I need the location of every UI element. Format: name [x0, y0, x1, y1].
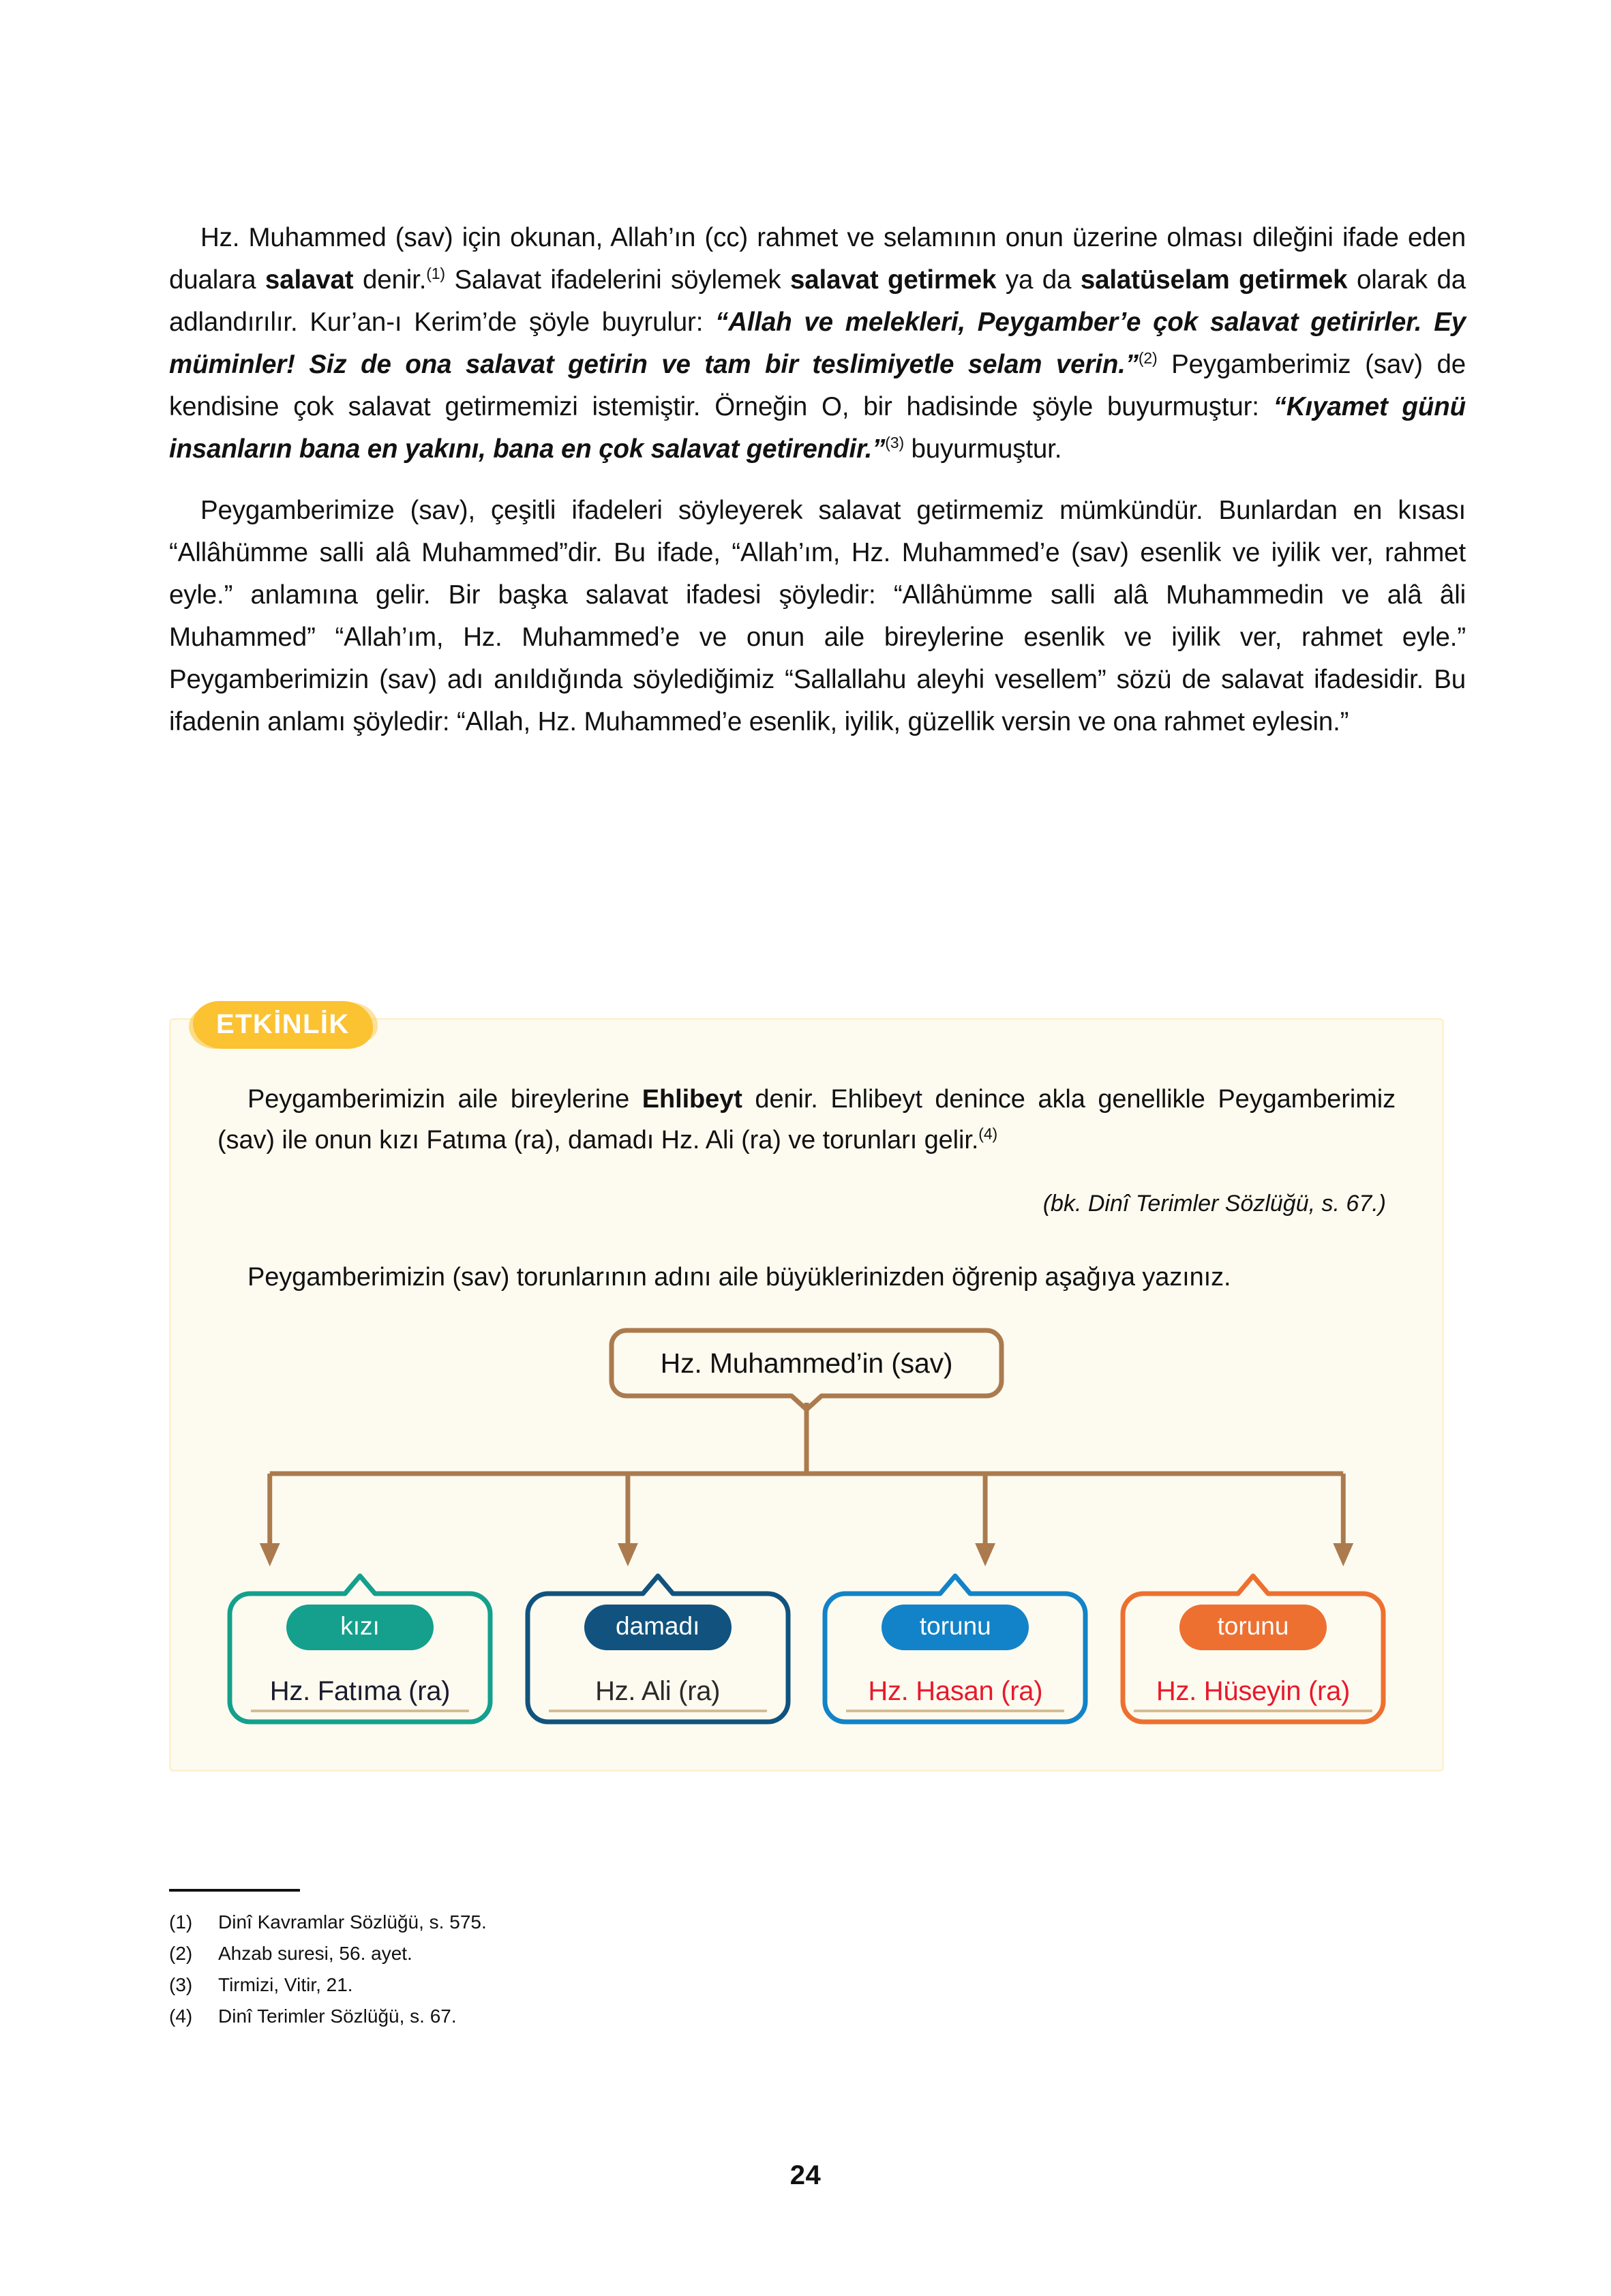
diagram-card-torunu-huseyin: [1120, 1573, 1386, 1725]
footnote-text-1: Dinî Kavramlar Sözlüğü, s. 575.: [218, 1911, 487, 1933]
paragraph-spacer: [169, 477, 1466, 490]
body-content: [169, 217, 1466, 750]
footnote-item-4: [169, 2001, 987, 2032]
footnote-item-3: [169, 1969, 987, 2001]
footnote-number-1: (1): [169, 1911, 193, 1933]
diagram-card-row: [217, 1573, 1396, 1725]
p1-text-7: buyurmuştur.: [903, 434, 1062, 464]
footnote-text-3: Tirmizi, Vitir, 21.: [218, 1974, 353, 1995]
footnote-ref-4: (4): [978, 1124, 998, 1143]
activity-section: [169, 1009, 1444, 1772]
p1-text-6: Peygamberimiz (sav) de kendisine çok salavat getirmemizi istemiştir. Örneğin O, bir hadisinde şöyle buyurmuştur:: [169, 350, 1466, 421]
diagram-card-damadi: [525, 1573, 791, 1725]
p1-text-1: Hz. Muhammed (sav) için okunan, Allah’ın (cc) rahmet ve selamının onun üzerine olması dileğini ifade eden dualara: [169, 223, 1466, 295]
card-answer-damadi[interactable]: Hz. Ali (ra): [549, 1676, 767, 1712]
diagram-card-torunu-hasan: [822, 1573, 1088, 1725]
p1-bold-salavat-getirmek: salavat getirmek: [790, 265, 997, 295]
footnote-rule: [169, 1889, 300, 1892]
p1-text-3: Salavat ifadelerini söylemek: [445, 265, 790, 295]
page-number: 24: [789, 2160, 822, 2190]
p1-text-4: ya da: [996, 265, 1081, 295]
activity-badge: ETKİNLİK: [193, 1001, 373, 1049]
footnote-text-4: Dinî Terimler Sözlüğü, s. 67.: [218, 2006, 457, 2027]
card-relation-pill-damadi: damadı: [584, 1605, 732, 1650]
activity-task-paragraph: Peygamberimizin (sav) torunlarının adını aile büyüklerinizden öğrenip aşağıya yazınız.: [247, 1263, 1231, 1292]
footnote-item-1: [169, 1907, 987, 1938]
card-relation-pill-torunu-hasan: torunu: [882, 1605, 1029, 1650]
diagram-root-label: Hz. Muhammed’in (sav): [660, 1347, 953, 1379]
footnote-number-3: (3): [169, 1974, 193, 1995]
footnote-text-2: Ahzab suresi, 56. ayet.: [218, 1943, 412, 1964]
footnote-ref-1: (1): [426, 265, 445, 283]
act-text-2: denir. Ehlibeyt denince akla genellikle Peygamberimiz (sav) ile onun kızı Fatıma (ra), damadı Hz. Ali (ra) ve torunları gelir.: [217, 1085, 1396, 1154]
p1-hadith-quote: “Kıyamet günü insanların bana en yakını, bana en çok salavat getirendir.”: [169, 392, 1466, 464]
act-text-1: Peygamberimizin aile bireylerine: [247, 1085, 642, 1114]
act-bold-ehlibeyt: Ehlibeyt: [642, 1085, 742, 1114]
card-answer-torunu-hasan[interactable]: Hz. Hasan (ra): [846, 1676, 1064, 1712]
footnotes-section: [169, 1889, 987, 2032]
p1-bold-salavat: salavat: [265, 265, 354, 295]
paragraph-salavat: [169, 217, 1466, 471]
activity-intro-paragraph: [217, 1079, 1396, 1161]
footnote-number-2: (2): [169, 1943, 193, 1964]
family-diagram: [217, 1322, 1396, 1725]
diagram-connectors: [217, 1403, 1396, 1572]
footnote-item-2: [169, 1938, 987, 1969]
card-answer-kizi[interactable]: Hz. Fatıma (ra): [251, 1676, 469, 1712]
paragraph-ifadeler: Peygamberimize (sav), çeşitli ifadeleri söyleyerek salavat getirmemiz mümkündür. Bunlardan en kısası “Allâhümme salli alâ Muhammed”dir. Bu ifade, “Allah’ım, Hz. Muhammed’e (sav) esenlik ve iyilik ver, rahmet eyle.” anlamına gelir. Bir başka salavat ifadesi şöyledir: “Allâhümme salli alâ Muhammedin ve alâ âli Muhammed” “Allah’ım, Hz. Muhammed’e ve onun aile bireylerine esenlik ve iyilik ver, rahmet eyle.” Peygamberimizin (sav) adı anıldığında söylediğimiz “Sallallahu aleyhi vesellem” sözü de salavat ifadesidir. Bu ifadenin anlamı şöyledir: “Allah, Hz. Muhammed’e esenlik, iyilik, güzellik versin ve ona rahmet eylesin.”: [169, 496, 1466, 736]
diagram-root-node: [609, 1328, 1004, 1408]
p1-quran-quote: “Allah ve melekleri, Peygamber’e çok salavat getirirler. Ey müminler! Siz de ona salavat getirin ve tam bir teslimiyetle selam verin.”: [169, 308, 1466, 379]
card-relation-pill-torunu-huseyin: torunu: [1179, 1605, 1327, 1650]
footnote-number-4: (4): [169, 2006, 193, 2027]
activity-citation: (bk. Dinî Terimler Sözlüğü, s. 67.): [1042, 1191, 1386, 1217]
card-answer-torunu-huseyin[interactable]: Hz. Hüseyin (ra): [1134, 1676, 1372, 1712]
p1-text-5: olarak da adlandırılır. Kur’an-ı Kerim’de şöyle buyrulur:: [169, 265, 1466, 337]
p1-bold-salatuselam: salatüselam getirmek: [1080, 265, 1348, 295]
activity-box: [169, 1009, 1444, 1772]
p1-text-2: denir.: [353, 265, 427, 295]
diagram-card-kizi: [227, 1573, 493, 1725]
footnote-ref-3: (3): [885, 434, 904, 452]
footnote-ref-2: (2): [1138, 349, 1158, 368]
card-relation-pill-kizi: kızı: [286, 1605, 434, 1650]
